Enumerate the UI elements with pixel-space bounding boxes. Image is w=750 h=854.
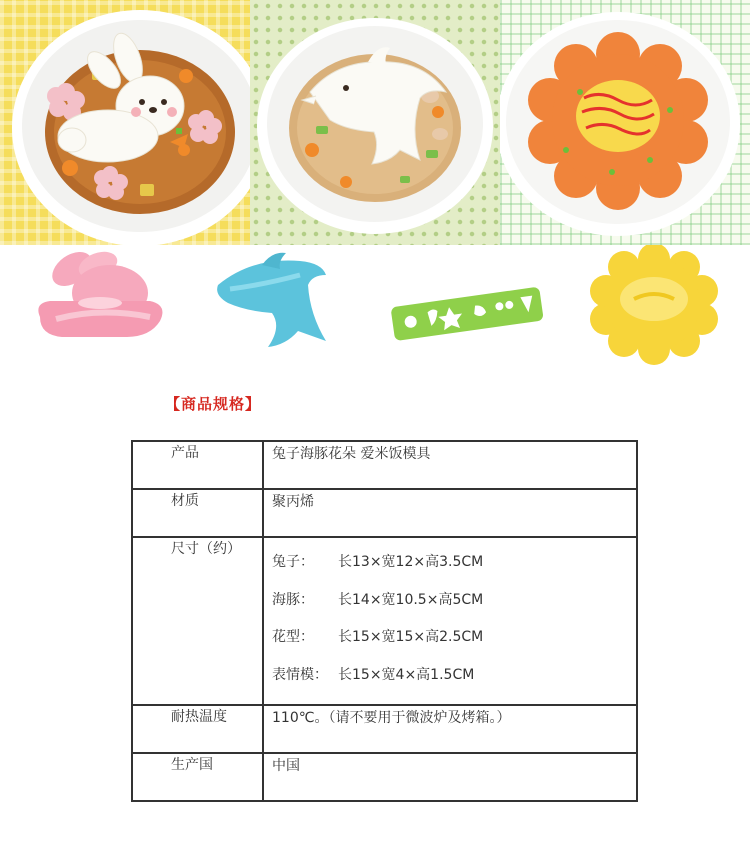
size-line-flower xyxy=(272,628,635,666)
dolphin-mold-image xyxy=(217,253,326,347)
photo-rabbit-curry-rice xyxy=(0,0,250,245)
table-row xyxy=(132,489,637,537)
size-dims: 长14×宽10.5×高5CM xyxy=(338,591,484,608)
spec-label-material: 材质 xyxy=(132,489,263,537)
size-line-rabbit xyxy=(272,553,635,591)
photo-flower-omelette-rice xyxy=(500,0,750,245)
spec-label-size: 尺寸（约） xyxy=(132,537,263,705)
spec-label-heat: 耐热温度 xyxy=(132,705,263,753)
face-cutter-plate-image xyxy=(390,287,543,342)
size-dims: 长15×宽4×高1.5CM xyxy=(338,666,475,683)
size-dims: 长13×宽12×高3.5CM xyxy=(338,554,484,570)
table-row xyxy=(132,441,637,489)
table-row xyxy=(132,753,637,801)
spec-value-material: 聚丙烯 xyxy=(263,489,637,537)
size-name: 表情模： xyxy=(272,666,328,683)
product-photo-strip xyxy=(0,0,750,245)
spec-value-sizes xyxy=(263,537,637,705)
spec-label-product: 产品 xyxy=(132,441,263,489)
spec-label-origin: 生产国 xyxy=(132,753,263,801)
spec-value-product: 兔子海豚花朵 爱米饭模具 xyxy=(263,441,637,489)
table-row xyxy=(132,705,637,753)
rabbit-mold-image xyxy=(38,245,162,337)
flower-mold-image xyxy=(590,245,718,365)
size-line-dolphin xyxy=(272,591,635,629)
molds-row xyxy=(0,245,750,370)
size-dims: 长15×宽15×高2.5CM xyxy=(338,629,484,645)
spec-value-heat: 110℃。（请不要用于微波炉及烤箱。） xyxy=(263,705,637,753)
spec-section-title: 【商品规格】 xyxy=(165,395,262,413)
photo-dolphin-stew-rice xyxy=(250,0,500,245)
size-name: 海豚： xyxy=(272,591,314,608)
size-name: 兔子： xyxy=(272,554,314,570)
size-line-face-cutter xyxy=(272,666,635,704)
table-row xyxy=(132,537,637,705)
spec-value-origin: 中国 xyxy=(263,753,637,801)
spec-table xyxy=(131,440,638,802)
size-name: 花型： xyxy=(272,629,314,645)
